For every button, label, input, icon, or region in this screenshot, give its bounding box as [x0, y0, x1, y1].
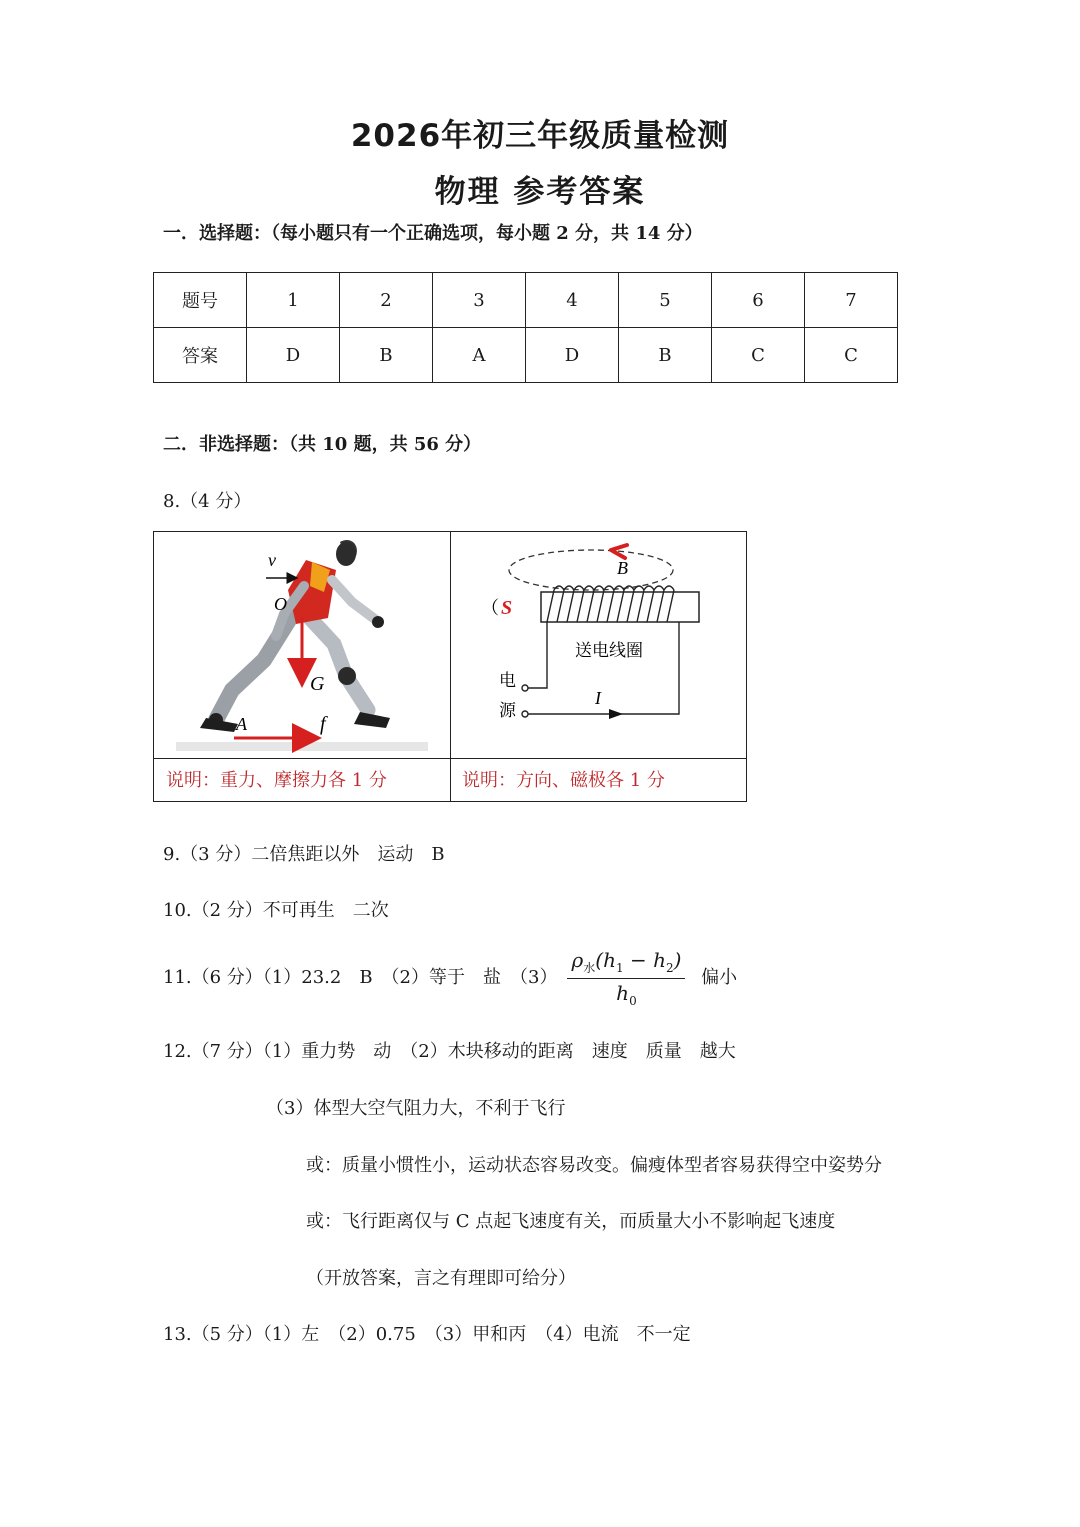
ground-strip: [176, 742, 428, 751]
table-cell: D: [247, 328, 340, 383]
q11-answer: [163, 948, 737, 1008]
table-cell: 题号: [154, 273, 247, 328]
table-cell: 答案: [154, 328, 247, 383]
page-subtitle: 物理 参考答案: [434, 174, 646, 210]
formula-denominator: $h_0$: [616, 981, 637, 1008]
coil-field-diagram: [451, 532, 746, 758]
label-b: B: [617, 558, 628, 578]
table-cell: 1: [247, 273, 340, 328]
table-cell: 7: [805, 273, 898, 328]
section1-heading: 一．选择题：（每小题只有一个正确选项，每小题 2 分，共 14 分）: [163, 223, 703, 244]
current-arrow: [609, 709, 623, 719]
q8-figure-box: [153, 531, 747, 802]
label-s: S: [501, 597, 513, 619]
table-cell: 3: [433, 273, 526, 328]
table-cell: 4: [526, 273, 619, 328]
table-cell: 2: [340, 273, 433, 328]
circuit-wire: [527, 622, 679, 714]
section2-heading: 二．非选择题：（共 10 题，共 56 分）: [163, 434, 482, 455]
label-i: I: [595, 688, 601, 708]
label-dian: 电: [499, 671, 516, 691]
q12-line3: 或：质量小惯性小，运动状态容易改变。偏瘦体型者容易获得空中姿势分: [306, 1155, 882, 1176]
q11-prefix: 11.（6 分）（1）23.2 B （2）等于 盐 （3）: [163, 967, 558, 988]
label-o: O: [274, 594, 287, 614]
q12-line1: 12.（7 分）（1）重力势 动 （2）木块移动的距离 速度 质量 越大: [163, 1041, 736, 1062]
q9-answer: 9.（3 分）二倍焦距以外 运动 B: [163, 844, 445, 865]
density-formula: [567, 948, 685, 1008]
table-cell: B: [340, 328, 433, 383]
note-left: 说明：重力、摩擦力各 1 分: [166, 770, 387, 791]
table-cell: D: [526, 328, 619, 383]
label-a: A: [236, 714, 247, 734]
q13-answer: 13.（5 分）（1）左 （2）0.75 （3）甲和丙 （4）电流 不一定: [163, 1324, 691, 1345]
figure-divider: [154, 758, 746, 759]
q11-suffix: 偏小: [701, 967, 738, 988]
label-coil: 送电线圈: [575, 641, 643, 661]
q12-line2: （3）体型大空气阻力大，不利于飞行: [266, 1098, 566, 1119]
robot-force-diagram: [154, 532, 450, 758]
coil-arcs: [554, 586, 674, 590]
table-cell: 5: [619, 273, 712, 328]
label-g: G: [310, 673, 325, 695]
table-cell: C: [712, 328, 805, 383]
table-cell: A: [433, 328, 526, 383]
page-title: 2026年初三年级质量检测: [350, 118, 730, 154]
label-f: f: [320, 713, 326, 735]
label-paren: （: [481, 598, 499, 619]
table-cell: B: [619, 328, 712, 383]
q12-line4: 或：飞行距离仅与 C 点起飞速度有关，而质量大小不影响起飞速度: [306, 1211, 836, 1232]
robot-icon: [200, 540, 390, 732]
table-cell: C: [805, 328, 898, 383]
label-yuan: 源: [499, 701, 516, 721]
label-v: v: [268, 550, 276, 570]
terminal: [522, 685, 528, 691]
note-right: 说明：方向、磁极各 1 分: [462, 770, 665, 791]
field-line: [509, 550, 673, 590]
table-row: [154, 273, 898, 328]
q10-answer: 10.（2 分）不可再生 二次: [163, 900, 389, 921]
q8-label: 8.（4 分）: [163, 491, 252, 512]
table-row: [154, 328, 898, 383]
answer-table: [153, 272, 898, 383]
table-cell: 6: [712, 273, 805, 328]
terminal: [522, 711, 528, 717]
formula-numerator: $\rho_水(h_1 - h_2)$: [567, 948, 685, 979]
q12-line5: （开放答案，言之有理即可给分）: [306, 1268, 576, 1289]
